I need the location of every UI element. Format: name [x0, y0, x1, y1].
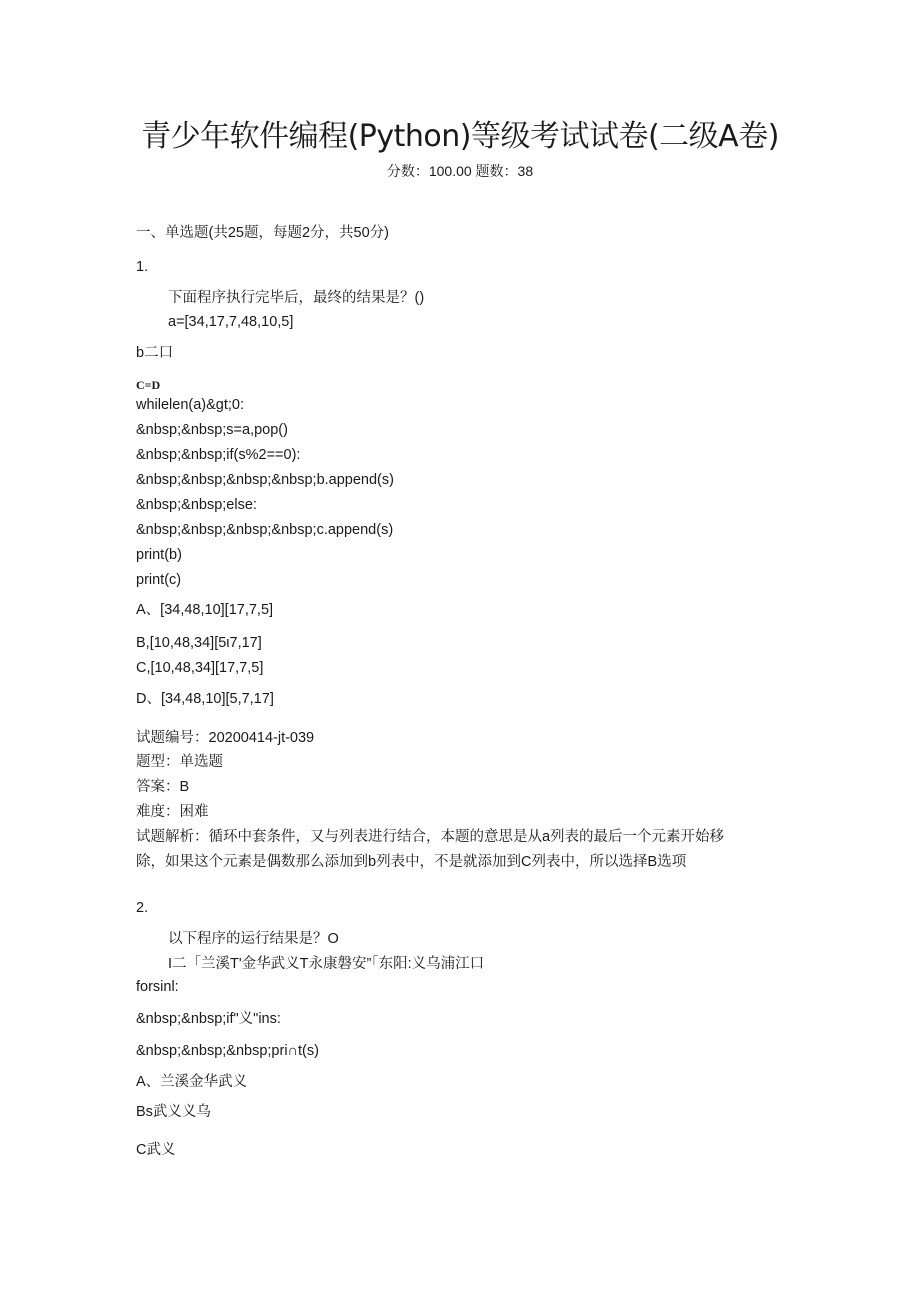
question-difficulty: 难度：困难 [136, 804, 209, 820]
code-line: C=D [136, 378, 161, 392]
option-c: C,[10,48,34][17,7,5] [136, 660, 264, 676]
code-line: &nbsp;&nbsp;else: [136, 497, 257, 513]
code-line: whilelen(a)&gt;0: [136, 397, 244, 413]
code-line: &nbsp;&nbsp;if(s%2==0): [136, 447, 301, 463]
code-line: &nbsp;&nbsp;&nbsp;&nbsp;b.append(s) [136, 472, 394, 488]
option-c: C武义 [136, 1142, 176, 1158]
code-line: b二口 [136, 345, 174, 361]
question-prompt: 以下程序的运行结果是？O [168, 931, 339, 947]
question-answer: 答案：B [136, 779, 190, 795]
question-analysis: 除，如果这个元素是偶数那么添加到b列表中，不是就添加到C列表中，所以选择B选项 [136, 854, 687, 870]
question-id: 试题编号：20200414-jt-039 [136, 730, 315, 746]
score-line: 分数：100.00 题数：38 [386, 163, 534, 179]
code-line: &nbsp;&nbsp;if"义"ins: [136, 1011, 281, 1027]
page-title: 青少年软件编程(Python)等级考试试卷(二级A卷) [141, 119, 779, 154]
question-analysis: 试题解析：循环中套条件，又与列表进行结合，本题的意思是从a列表的最后一个元素开始移 [136, 829, 725, 845]
option-a: A、兰溪金华武义 [136, 1074, 248, 1090]
code-line: &nbsp;&nbsp;&nbsp;pri∩t(s) [136, 1043, 319, 1059]
question-number: 2. [136, 900, 149, 916]
code-line: forsinl: [136, 979, 179, 995]
code-line: I二「兰溪T'金华武义T永康磐安”「东阳:义乌浦江口 [168, 956, 485, 972]
question-number: 1. [136, 259, 149, 275]
section-heading: 一、单选题(共25题，每题2分，共50分) [136, 225, 389, 241]
question-prompt: 下面程序执行完毕后，最终的结果是？() [168, 290, 425, 306]
code-line: print(c) [136, 572, 182, 588]
code-line: print(b) [136, 547, 182, 563]
code-line: a=[34,17,7,48,10,5] [168, 314, 294, 330]
option-b: Bs武义义乌 [136, 1104, 211, 1120]
code-line: &nbsp;&nbsp;&nbsp;&nbsp;c.append(s) [136, 522, 394, 538]
option-b: B,[10,48,34][5ι7,17] [136, 635, 262, 651]
code-line: &nbsp;&nbsp;s=a,pop() [136, 422, 288, 438]
option-d: D、[34,48,10][5,7,17] [136, 691, 274, 707]
question-type: 题型：单选题 [136, 754, 223, 770]
option-a: A、[34,48,10][17,7,5] [136, 602, 274, 618]
